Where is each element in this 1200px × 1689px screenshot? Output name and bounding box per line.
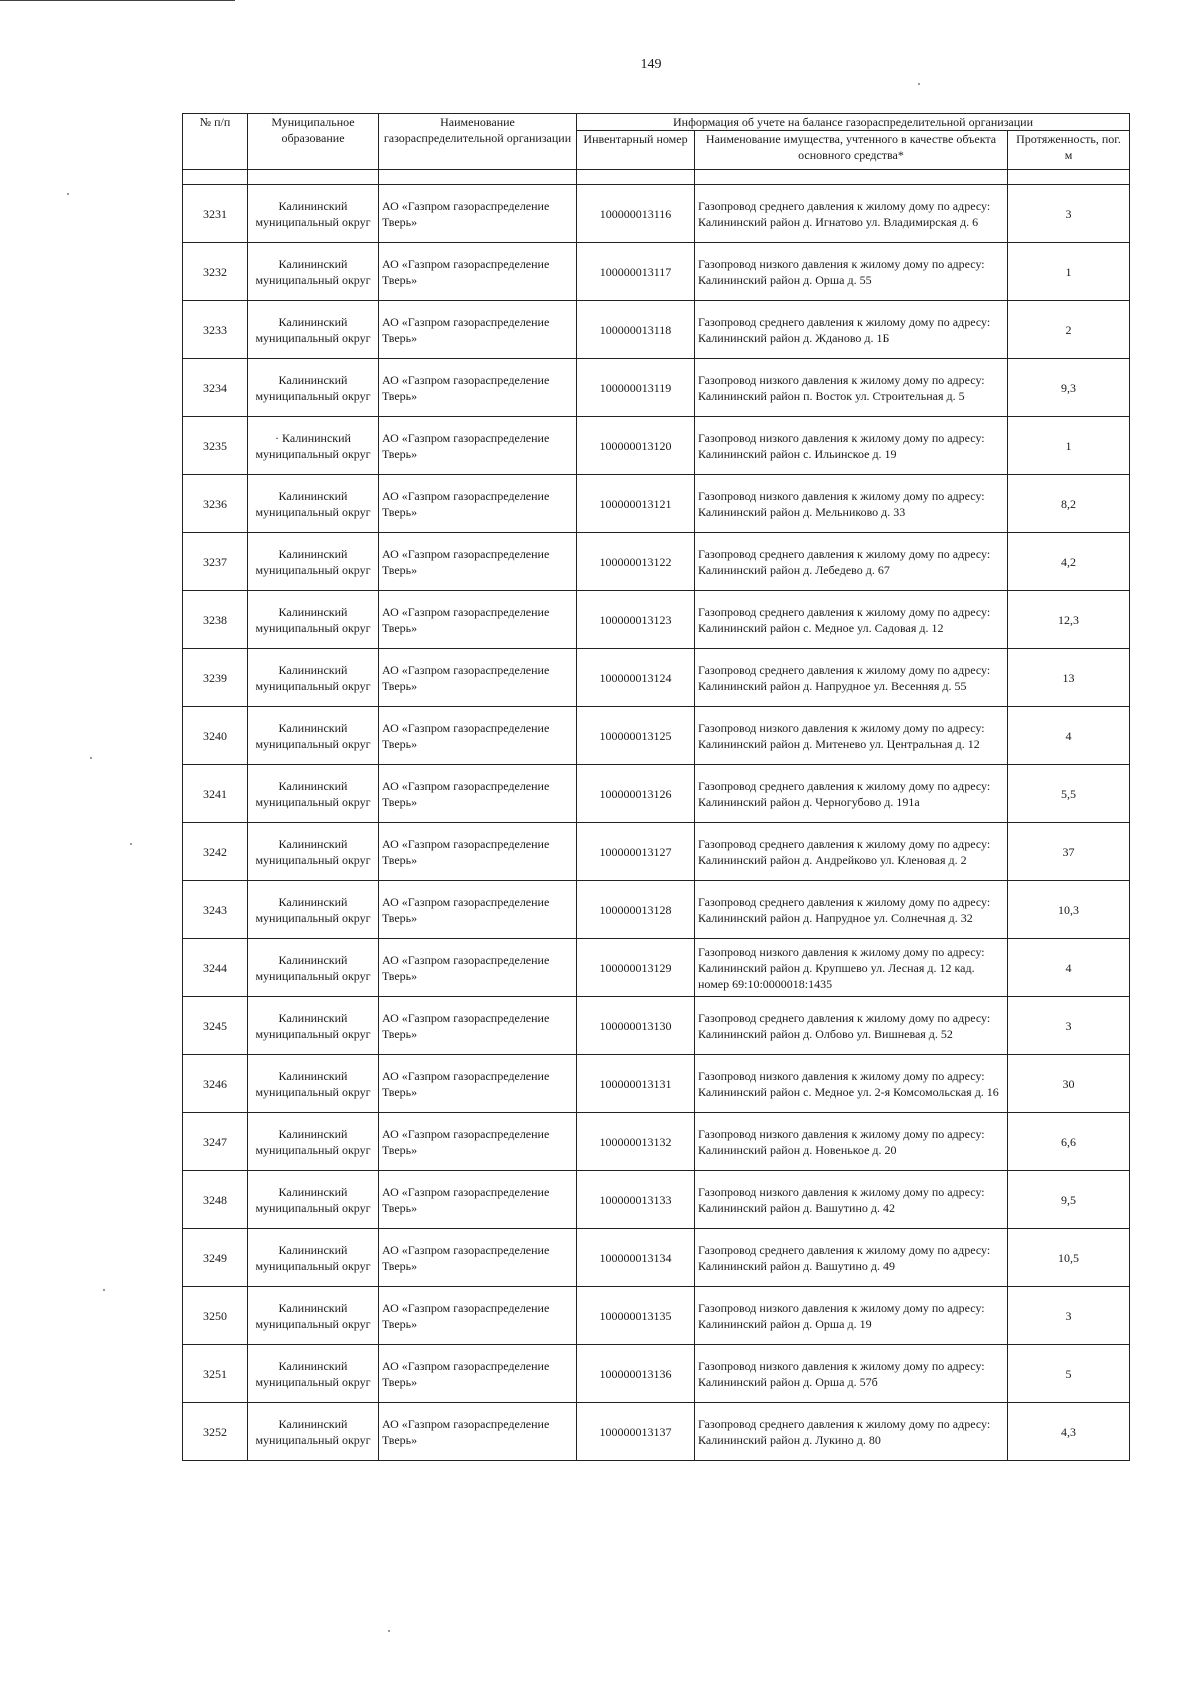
page-number: 149 (640, 57, 662, 72)
row-number-cell: 3235 (183, 417, 248, 475)
table-row (183, 417, 1130, 475)
row-number-cell: 3243 (183, 881, 248, 939)
inventory-number-cell: 100000013132 (577, 1113, 695, 1171)
inventory-number-cell: 100000013127 (577, 823, 695, 881)
table-row (183, 707, 1130, 765)
row-number-cell: 3251 (183, 1345, 248, 1403)
organization-cell: АО «Газпром газораспределение Тверь» (379, 475, 577, 533)
table-row (183, 1403, 1130, 1461)
asset-name-cell: Газопровод низкого давления к жилому дому по адресу: Калининский район д. Орша д. 19 (695, 1287, 1008, 1345)
table-row (183, 185, 1130, 243)
row-number-cell: 3238 (183, 591, 248, 649)
scan-speck (918, 83, 920, 85)
inventory-number-cell: 100000013125 (577, 707, 695, 765)
row-number-cell: 3246 (183, 1055, 248, 1113)
row-number-cell: 3244 (183, 939, 248, 997)
scan-speck (90, 757, 92, 759)
table-row (183, 649, 1130, 707)
organization-cell: АО «Газпром газораспределение Тверь» (379, 1287, 577, 1345)
inventory-number-cell: 100000013121 (577, 475, 695, 533)
organization-cell: АО «Газпром газораспределение Тверь» (379, 1113, 577, 1171)
inventory-number-cell: 100000013118 (577, 301, 695, 359)
asset-name-cell: Газопровод низкого давления к жилому дому по адресу: Калининский район д. Новенькое д. 20 (695, 1113, 1008, 1171)
row-number-cell: 3233 (183, 301, 248, 359)
inventory-number-cell: 100000013135 (577, 1287, 695, 1345)
header-organization: Наименование газораспределительной организации (379, 114, 577, 170)
header-municipality: Муниципальное образование (248, 114, 379, 170)
length-cell: 4,3 (1008, 1403, 1130, 1461)
organization-cell: АО «Газпром газораспределение Тверь» (379, 1229, 577, 1287)
municipality-cell: Калининский муниципальный округ (248, 765, 379, 823)
row-number-cell: 3241 (183, 765, 248, 823)
table-row (183, 881, 1130, 939)
length-cell: 4 (1008, 707, 1130, 765)
row-number-cell: 3231 (183, 185, 248, 243)
length-cell: 3 (1008, 185, 1130, 243)
table-row (183, 1345, 1130, 1403)
header-balance-info: Информация об учете на балансе газораспределительной организации (577, 114, 1130, 131)
inventory-number-cell: 100000013134 (577, 1229, 695, 1287)
table-row (183, 1229, 1130, 1287)
length-cell: 3 (1008, 1287, 1130, 1345)
row-number-cell: 3245 (183, 997, 248, 1055)
length-cell: 5 (1008, 1345, 1130, 1403)
table-row (183, 591, 1130, 649)
asset-name-cell: Газопровод среднего давления к жилому дому по адресу: Калининский район с. Медное ул. Садовая д. 12 (695, 591, 1008, 649)
length-cell: 12,3 (1008, 591, 1130, 649)
scan-speck (388, 1630, 390, 1632)
table-row (183, 1113, 1130, 1171)
asset-name-cell: Газопровод низкого давления к жилому дому по адресу: Калининский район с. Медное ул. 2-я Комсомольская д. 16 (695, 1055, 1008, 1113)
row-number-cell: 3234 (183, 359, 248, 417)
organization-cell: АО «Газпром газораспределение Тверь» (379, 1403, 577, 1461)
table-row (183, 1055, 1130, 1113)
organization-cell: АО «Газпром газораспределение Тверь» (379, 939, 577, 997)
inventory-number-cell: 100000013117 (577, 243, 695, 301)
scan-speck (103, 1289, 105, 1291)
header-spacer (183, 170, 1130, 185)
inventory-number-cell: 100000013124 (577, 649, 695, 707)
asset-name-cell: Газопровод низкого давления к жилому дому по адресу: Калининский район д. Крупшево ул. Лесная д. 12 кад. номер 69:10:0000018:1435 (695, 939, 1008, 997)
table-row (183, 939, 1130, 997)
asset-name-cell: Газопровод среднего давления к жилому дому по адресу: Калининский район д. Лукино д. 80 (695, 1403, 1008, 1461)
municipality-cell: Калининский муниципальный округ (248, 1229, 379, 1287)
row-number-cell: 3242 (183, 823, 248, 881)
table-row (183, 533, 1130, 591)
header-length: Протяженность, пог. м (1008, 131, 1130, 170)
scan-edge-line (0, 0, 235, 1)
municipality-cell: Калининский муниципальный округ (248, 1055, 379, 1113)
row-number-cell: 3236 (183, 475, 248, 533)
organization-cell: АО «Газпром газораспределение Тверь» (379, 765, 577, 823)
inventory-number-cell: 100000013136 (577, 1345, 695, 1403)
length-cell: 30 (1008, 1055, 1130, 1113)
asset-name-cell: Газопровод низкого давления к жилому дому по адресу: Калининский район д. Орша д. 55 (695, 243, 1008, 301)
inventory-number-cell: 100000013128 (577, 881, 695, 939)
length-cell: 1 (1008, 243, 1130, 301)
row-number-cell: 3239 (183, 649, 248, 707)
length-cell: 4 (1008, 939, 1130, 997)
municipality-cell: Калининский муниципальный округ (248, 649, 379, 707)
asset-name-cell: Газопровод среднего давления к жилому дому по адресу: Калининский район д. Вашутино д. 49 (695, 1229, 1008, 1287)
municipality-cell: Калининский муниципальный округ (248, 359, 379, 417)
asset-name-cell: Газопровод низкого давления к жилому дому по адресу: Калининский район с. Ильинское д. 19 (695, 417, 1008, 475)
municipality-cell: Калининский муниципальный округ (248, 1403, 379, 1461)
municipality-cell: Калининский муниципальный округ (248, 1287, 379, 1345)
organization-cell: АО «Газпром газораспределение Тверь» (379, 1171, 577, 1229)
scan-speck (67, 193, 69, 195)
municipality-cell: Калининский муниципальный округ (248, 707, 379, 765)
inventory-number-cell: 100000013120 (577, 417, 695, 475)
inventory-number-cell: 100000013119 (577, 359, 695, 417)
asset-name-cell: Газопровод среднего давления к жилому дому по адресу: Калининский район д. Черногубово д. 191а (695, 765, 1008, 823)
length-cell: 10,3 (1008, 881, 1130, 939)
length-cell: 6,6 (1008, 1113, 1130, 1171)
row-number-cell: 3248 (183, 1171, 248, 1229)
municipality-cell: Калининский муниципальный округ (248, 881, 379, 939)
organization-cell: АО «Газпром газораспределение Тверь» (379, 1345, 577, 1403)
asset-name-cell: Газопровод среднего давления к жилому дому по адресу: Калининский район д. Напрудное ул. Солнечная д. 32 (695, 881, 1008, 939)
asset-name-cell: Газопровод среднего давления к жилому дому по адресу: Калининский район д. Жданово д. 1Б (695, 301, 1008, 359)
inventory-number-cell: 100000013123 (577, 591, 695, 649)
organization-cell: АО «Газпром газораспределение Тверь» (379, 417, 577, 475)
organization-cell: АО «Газпром газораспределение Тверь» (379, 1055, 577, 1113)
asset-name-cell: Газопровод низкого давления к жилому дому по адресу: Калининский район д. Вашутино д. 42 (695, 1171, 1008, 1229)
municipality-cell: Калининский муниципальный округ (248, 997, 379, 1055)
municipality-cell: Калининский муниципальный округ (248, 1171, 379, 1229)
organization-cell: АО «Газпром газораспределение Тверь» (379, 591, 577, 649)
scan-speck (130, 843, 132, 845)
municipality-cell: · Калининский муниципальный округ (248, 417, 379, 475)
table-row (183, 243, 1130, 301)
gas-pipeline-registry-table (182, 113, 1130, 1461)
length-cell: 3 (1008, 997, 1130, 1055)
organization-cell: АО «Газпром газораспределение Тверь» (379, 185, 577, 243)
length-cell: 9,3 (1008, 359, 1130, 417)
length-cell: 5,5 (1008, 765, 1130, 823)
length-cell: 13 (1008, 649, 1130, 707)
row-number-cell: 3232 (183, 243, 248, 301)
length-cell: 4,2 (1008, 533, 1130, 591)
length-cell: 10,5 (1008, 1229, 1130, 1287)
table-row (183, 823, 1130, 881)
table-row (183, 997, 1130, 1055)
table-row (183, 765, 1130, 823)
inventory-number-cell: 100000013122 (577, 533, 695, 591)
municipality-cell: Калининский муниципальный округ (248, 185, 379, 243)
municipality-cell: Калининский муниципальный округ (248, 301, 379, 359)
length-cell: 1 (1008, 417, 1130, 475)
row-number-cell: 3250 (183, 1287, 248, 1345)
municipality-cell: Калининский муниципальный округ (248, 533, 379, 591)
asset-name-cell: Газопровод среднего давления к жилому дому по адресу: Калининский район д. Игнатово ул. Владимирская д. 6 (695, 185, 1008, 243)
header-inventory-number: Инвентарный номер (577, 131, 695, 170)
asset-name-cell: Газопровод низкого давления к жилому дому по адресу: Калининский район д. Митенево ул. Центральная д. 12 (695, 707, 1008, 765)
table-row (183, 1287, 1130, 1345)
inventory-number-cell: 100000013129 (577, 939, 695, 997)
table-row (183, 359, 1130, 417)
municipality-cell: Калининский муниципальный округ (248, 475, 379, 533)
organization-cell: АО «Газпром газораспределение Тверь» (379, 881, 577, 939)
organization-cell: АО «Газпром газораспределение Тверь» (379, 243, 577, 301)
table-row (183, 301, 1130, 359)
asset-name-cell: Газопровод низкого давления к жилому дому по адресу: Калининский район д. Мельниково д. 33 (695, 475, 1008, 533)
inventory-number-cell: 100000013126 (577, 765, 695, 823)
row-number-cell: 3237 (183, 533, 248, 591)
asset-name-cell: Газопровод среднего давления к жилому дому по адресу: Калининский район д. Олбово ул. Вишневая д. 52 (695, 997, 1008, 1055)
table-row (183, 475, 1130, 533)
organization-cell: АО «Газпром газораспределение Тверь» (379, 707, 577, 765)
organization-cell: АО «Газпром газораспределение Тверь» (379, 997, 577, 1055)
asset-name-cell: Газопровод низкого давления к жилому дому по адресу: Калининский район д. Орша д. 57б (695, 1345, 1008, 1403)
municipality-cell: Калининский муниципальный округ (248, 939, 379, 997)
length-cell: 8,2 (1008, 475, 1130, 533)
organization-cell: АО «Газпром газораспределение Тверь» (379, 533, 577, 591)
table-header (183, 114, 1130, 185)
inventory-number-cell: 100000013131 (577, 1055, 695, 1113)
asset-name-cell: Газопровод среднего давления к жилому дому по адресу: Калининский район д. Андрейково ул. Кленовая д. 2 (695, 823, 1008, 881)
municipality-cell: Калининский муниципальный округ (248, 1113, 379, 1171)
inventory-number-cell: 100000013133 (577, 1171, 695, 1229)
municipality-cell: Калининский муниципальный округ (248, 243, 379, 301)
header-asset-name: Наименование имущества, учтенного в качестве объекта основного средства* (695, 131, 1008, 170)
organization-cell: АО «Газпром газораспределение Тверь» (379, 823, 577, 881)
inventory-number-cell: 100000013137 (577, 1403, 695, 1461)
row-number-cell: 3240 (183, 707, 248, 765)
length-cell: 9,5 (1008, 1171, 1130, 1229)
header-row-number: № п/п (183, 114, 248, 170)
asset-name-cell: Газопровод среднего давления к жилому дому по адресу: Калининский район д. Лебедево д. 67 (695, 533, 1008, 591)
organization-cell: АО «Газпром газораспределение Тверь» (379, 649, 577, 707)
municipality-cell: Калининский муниципальный округ (248, 1345, 379, 1403)
table-body (183, 185, 1130, 1461)
municipality-cell: Калининский муниципальный округ (248, 823, 379, 881)
row-number-cell: 3252 (183, 1403, 248, 1461)
table-row (183, 1171, 1130, 1229)
asset-name-cell: Газопровод низкого давления к жилому дому по адресу: Калининский район п. Восток ул. Строительная д. 5 (695, 359, 1008, 417)
inventory-number-cell: 100000013116 (577, 185, 695, 243)
asset-name-cell: Газопровод среднего давления к жилому дому по адресу: Калининский район д. Напрудное ул. Весенняя д. 55 (695, 649, 1008, 707)
municipality-cell: Калининский муниципальный округ (248, 591, 379, 649)
organization-cell: АО «Газпром газораспределение Тверь» (379, 359, 577, 417)
length-cell: 2 (1008, 301, 1130, 359)
row-number-cell: 3247 (183, 1113, 248, 1171)
organization-cell: АО «Газпром газораспределение Тверь» (379, 301, 577, 359)
row-number-cell: 3249 (183, 1229, 248, 1287)
inventory-number-cell: 100000013130 (577, 997, 695, 1055)
length-cell: 37 (1008, 823, 1130, 881)
